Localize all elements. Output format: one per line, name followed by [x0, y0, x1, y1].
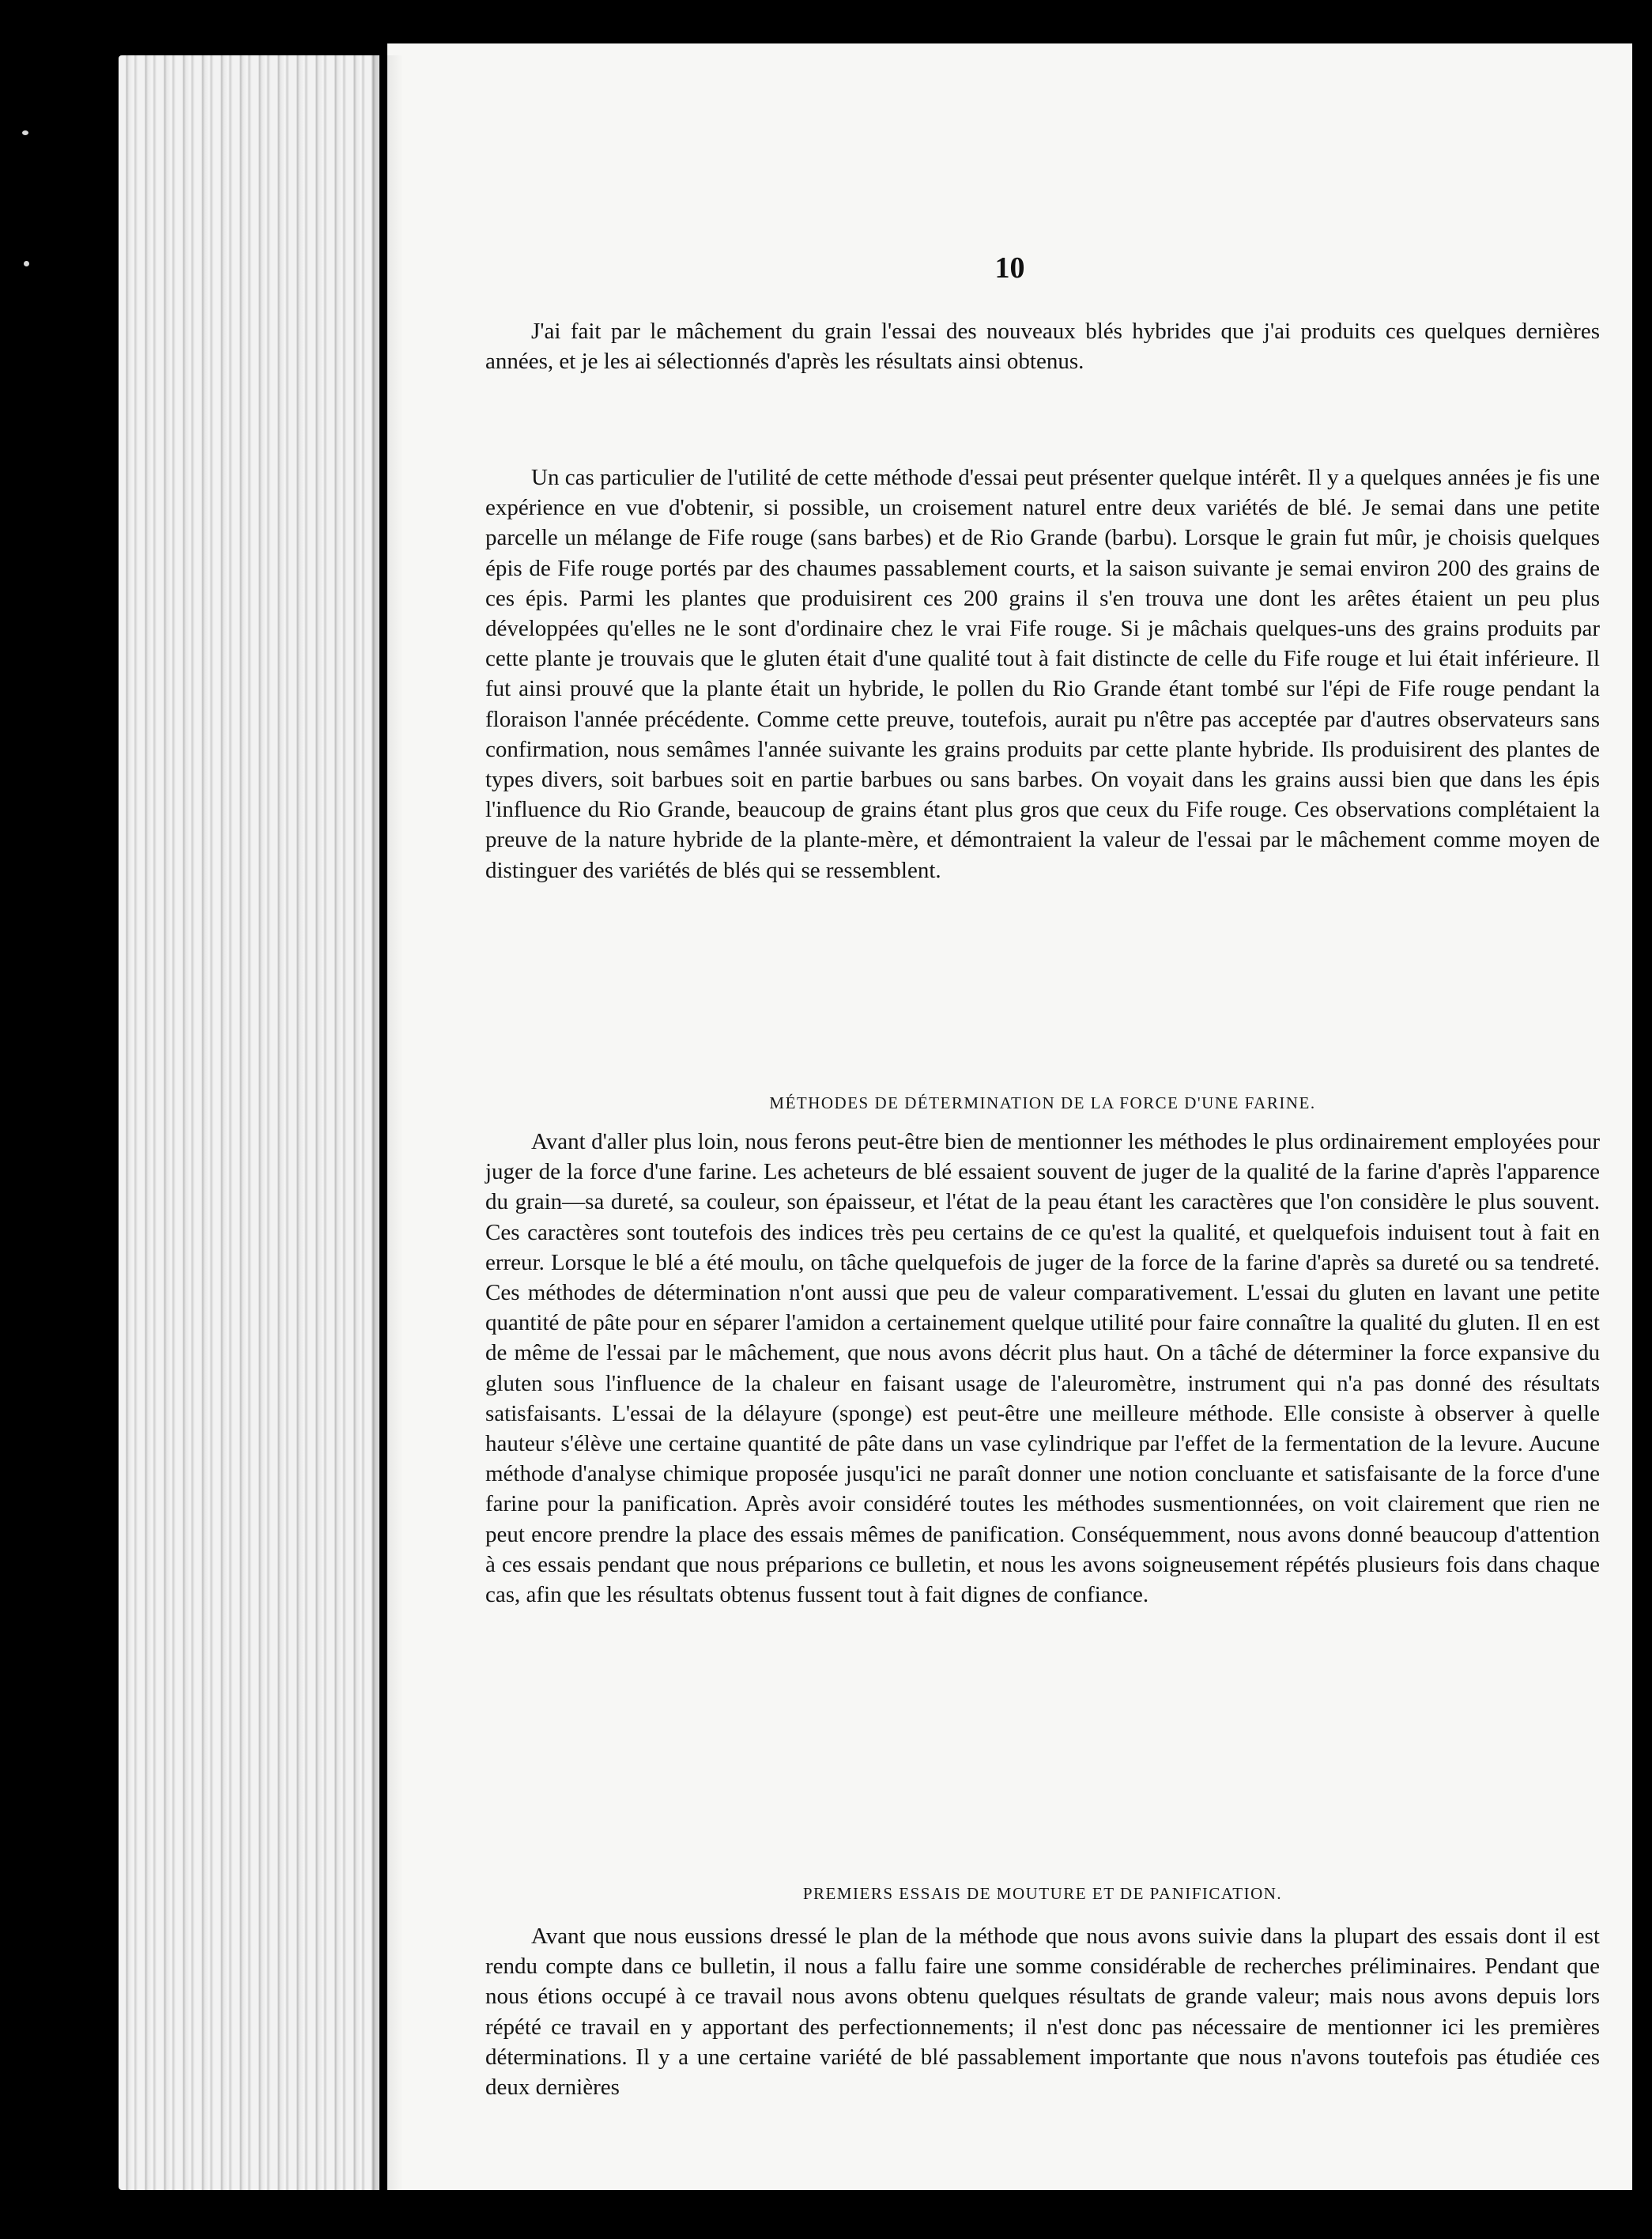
scan-speck — [22, 130, 28, 135]
paragraph: J'ai fait par le mâchement du grain l'essai des nouveaux blés hybrides que j'ai produits ces quelques dernières années, et je les ai sélectionnés d'après les résultats ainsi obtenus. — [485, 319, 1600, 375]
paragraph: Avant que nous eussions dressé le plan de la méthode que nous avons suivie dans la plupart des essais dont il est rendu compte dans ce bulletin, il nous a fallu faire une somme considérable de recherches préliminaires. Pendant que nous étions occupé à ce travail nous avons obtenu quelques résultats de grande valeur; mais nous avons depuis lors répété ce travail en y apportant des perfectionnements; il n'est donc pas nécessaire de mentionner ici les premières déterminations. Il y a une certaine variété de blé passablement importante que nous n'avons toutefois pas étudiée ces deux dernières — [485, 1924, 1600, 2101]
page-number: 10 — [994, 251, 1025, 285]
section-heading: PREMIERS ESSAIS DE MOUTURE ET DE PANIFICATION. — [802, 1884, 1283, 1903]
scan-speck — [24, 261, 29, 266]
document-page — [387, 43, 1632, 2190]
page-gutter-shadow — [372, 55, 403, 2190]
paragraph: Un cas particulier de l'utilité de cette méthode d'essai peut présenter quelque intérêt. Il y a quelques années je fis une expérience en vue d'obtenir, si possible, un croisement naturel entre deux variétés de blé. Je semai dans une petite parcelle un mélange de Fife rouge (sans barbes) et de Rio Grande (barbu). Lorsque le grain fut mûr, je choisis quelques épis de Fife rouge portés par des chaumes passablement courts, et la saison suivante je semai environ 200 des grains de ces épis. Parmi les plantes que produisirent ces 200 grains il s'en trouva une dont les arêtes étaient un peu plus développées qu'elles ne le sont d'ordinaire chez le vrai Fife rouge. Si je mâchais quelques-uns des grains produits par cette plante je trouvais que le gluten était d'une qualité tout à fait distincte de celle du Fife rouge et lui était inférieure. Il fut ainsi prouvé que la plante était un hybride, le pollen du Rio Grande étant tombé sur l'épi de Fife rouge pendant la floraison l'année précédente. Comme cette preuve, toutefois, aurait pu n'être pas acceptée par d'autres observateurs sans confirmation, nous semâmes l'année suivante les grains produits par cette plante hybride. Ils produisirent des plantes de types divers, soit barbues soit en partie barbues ou sans barbes. On voyait dans les grains aussi bien que dans les épis l'influence du Rio Grande, beaucoup de grains étant plus gros que ceux du Fife rouge. Ces observations complétaient la preuve de la nature hybride de la plante-mère, et démontraient la valeur de l'essai par le mâchement comme moyen de distinguer des variétés de blés qui se ressemblent. — [485, 465, 1600, 883]
stacked-page-edges — [119, 55, 379, 2190]
paragraph: Avant d'aller plus loin, nous ferons peut-être bien de mentionner les méthodes le plus ordinairement employées pour juger de la force d'une farine. Les acheteurs de blé essaient souvent de juger de la qualité de la farine d'après l'apparence du grain—sa dureté, sa couleur, son épaisseur, et l'état de la peau étant les caractères que l'on considère le plus souvent. Ces caractères sont toutefois des indices très peu certains de ce qu'est la qualité, et quelquefois induisent tout à fait en erreur. Lorsque le blé a été moulu, on tâche quelquefois de juger de la force de la farine d'après sa dureté ou sa tendreté. Ces méthodes de détermination n'ont aussi que peu de valeur comparativement. L'essai du gluten en lavant une petite quantité de pâte pour en séparer l'amidon a certainement quelque utilité pour faire connaître la qualité du gluten. Il en est de même de l'essai par le mâchement, que nous avons décrit plus haut. On a tâché de déterminer la force expansive du gluten sous l'influence de la chaleur en faisant usage de l'aleuromètre, instrument qui n'a pas donné des résultats satisfaisants. L'essai de la délayure (sponge) est peut-être une meilleure méthode. Elle consiste à observer à quelle hauteur s'élève une certaine quantité de pâte dans un vase cylindrique par l'effet de la fermentation de la levure. Aucune méthode d'analyse chimique proposée jusqu'ici ne paraît donner une notion concluante et satisfaisante de la force d'une farine pour la panification. Après avoir considéré toutes les méthodes susmentionnées, on voit clairement que rien ne peut encore prendre la place des essais mêmes de panification. Conséquemment, nous avons donné beaucoup d'attention à ces essais pendant que nous préparions ce bulletin, et nous les avons soigneusement répétés plusieurs fois dans chaque cas, afin que les résultats obtenus fussent tout à fait dignes de confiance. — [485, 1129, 1600, 1608]
section-heading: MÉTHODES DE DÉTERMINATION DE LA FORCE D'UNE FARINE. — [769, 1093, 1316, 1112]
